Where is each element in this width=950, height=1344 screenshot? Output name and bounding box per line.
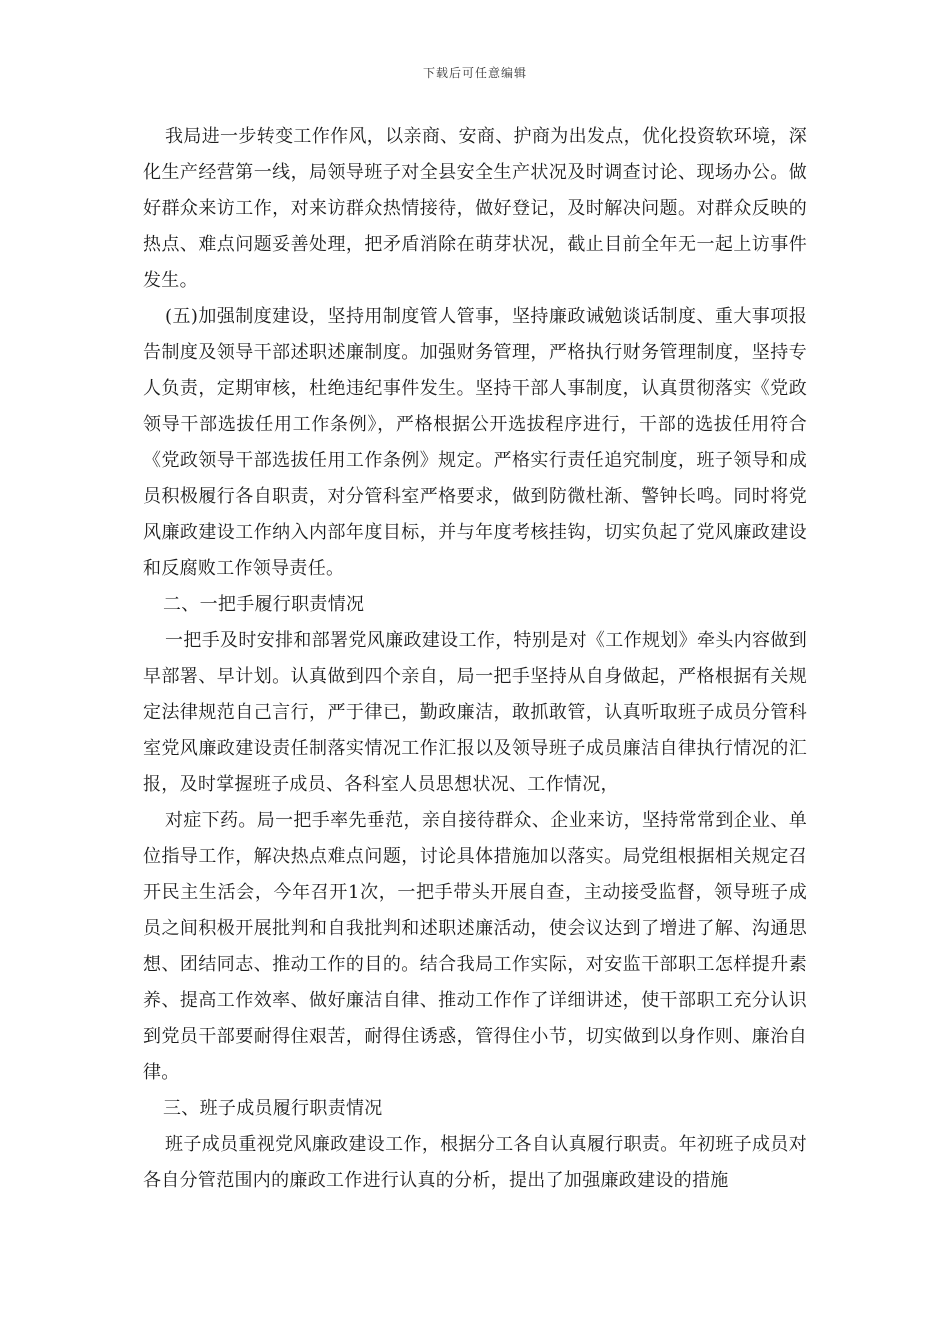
section-heading-member-duties: 三、班子成员履行职责情况	[163, 1098, 383, 1119]
paragraph-leader-duties: 一把手及时安排和部署党风廉政建设工作，特别是对《工作规划》牵头内容做到早部署、早计划。认真做到四个亲自，局一把手坚持从自身做起，严格根据有关规定法律规范自己言行，严于律已，勤政廉洁，敢抓敢管，认真听取班子成员分管科室党风廉政建设责任制落实情况工作汇报以及领导班子成员廉洁自律执行情况的汇报，及时掌握班子成员、各科室人员思想状况、工作情况，	[143, 630, 807, 795]
paragraph-system-building: (五)加强制度建设，坚持用制度管人管事，坚持廉政诫勉谈话制度、重大事项报告制度及领导干部述职述廉制度。加强财务管理，严格执行财务管理制度，坚持专人负责，定期审核，杜绝违纪事件发生。坚持干部人事制度，认真贯彻落实《党政领导干部选拔任用工作条例》，严格根据公开选拔程序进行，干部的选拔任用符合《党政领导干部选拔任用工作条例》规定。严格实行责任追究制度，班子领导和成员积极履行各自职责，对分管科室严格要求，做到防微杜渐、警钟长鸣。同时将党风廉政建设工作纳入内部年度目标，并与年度考核挂钩，切实负起了党风廉政建设和反腐败工作领导责任。	[143, 306, 807, 579]
paragraph-leader-example: 对症下药。局一把手率先垂范，亲自接待群众、企业来访，坚持常常到企业、单位指导工作，解决热点难点问题，讨论具体措施加以落实。局党组根据相关规定召开民主生活会，今年召开1次，一把手带头开展自查，主动接受监督，领导班子成员之间积极开展批判和自我批判和述职述廉活动，使会议达到了增进了解、沟通思想、团结同志、推动工作的目的。结合我局工作实际，对安监干部职工怎样提升素养、提高工作效率、做好廉洁自律、推动工作作了详细讲述，使干部职工充分认识到党员干部要耐得住艰苦，耐得住诱惑，管得住小节，切实做到以身作则、廉治自律。	[143, 810, 807, 1083]
document-body	[143, 119, 807, 1199]
section-heading-leader-duties: 二、一把手履行职责情况	[163, 594, 365, 615]
paragraph-member-duties: 班子成员重视党风廉政建设工作，根据分工各自认真履行职责。年初班子成员对各自分管范围内的廉政工作进行认真的分析，提出了加强廉政建设的措施	[143, 1134, 807, 1191]
page-header: 下载后可任意编辑	[422, 66, 527, 80]
paragraph-work-style: 我局进一步转变工作作风，以亲商、安商、护商为出发点，优化投资软环境，深化生产经营第一线，局领导班子对全县安全生产状况及时调查讨论、现场办公。做好群众来访工作，对来访群众热情接待，做好登记，及时解决问题。对群众反映的热点、难点问题妥善处理，把矛盾消除在萌芽状况，截止目前全年无一起上访事件发生。	[143, 126, 807, 291]
